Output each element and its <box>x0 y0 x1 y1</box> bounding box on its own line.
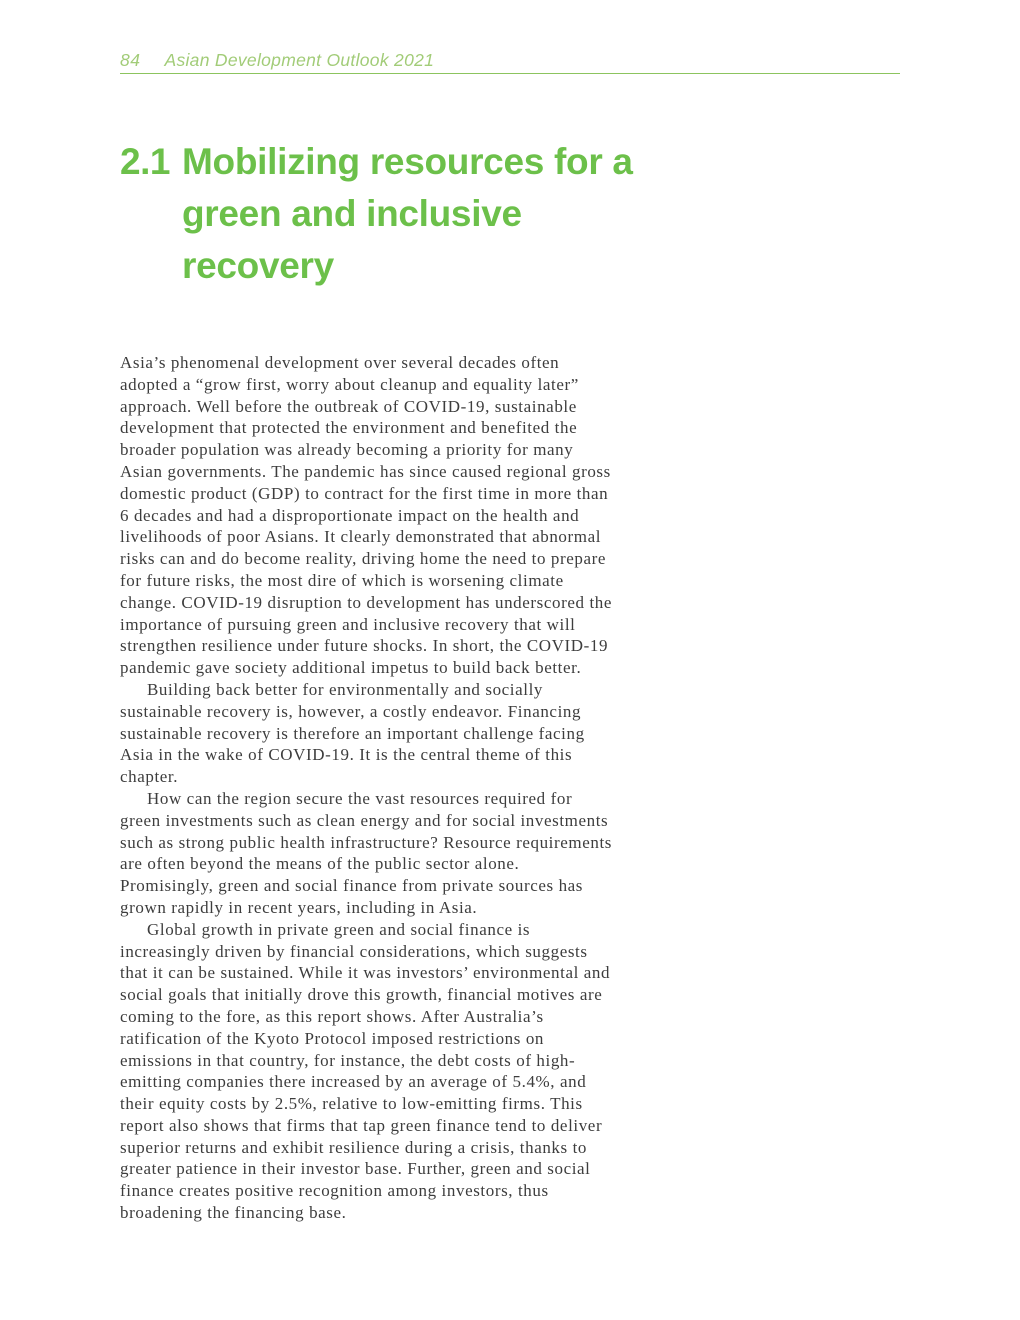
running-header <box>120 52 900 74</box>
paragraph: Asia’s phenomenal development over several decades often adopted a “grow first, worry about cleanup and equality later” approach. Well before the outbreak of COVID-19, sustainable development that protected the environment and benefited the broader population was already becoming a priority for many Asian governments. The pandemic has since caused regional gross domestic product (GDP) to contract for the first time in more than 6 decades and had a disproportionate impact on the health and livelihoods of poor Asians. It clearly demonstrated that abnormal risks can and do become reality, driving home the need to prepare for future risks, the most dire of which is worsening climate change. COVID-19 disruption to development has underscored the importance of pursuing green and inclusive recovery that will strengthen resilience under future shocks. In short, the COVID-19 pandemic gave society additional impetus to build back better. <box>120 353 612 678</box>
section-title: Mobilizing resources for a green and inclusive recovery <box>182 141 633 286</box>
page-number: 84 <box>120 50 141 70</box>
paragraph: How can the region secure the vast resources required for green investments such as clean energy and for social investments such as strong public health infrastructure? Resource requirements are often beyond the means of the public sector alone. Promisingly, green and social finance from private sources has grown rapidly in recent years, including in Asia. <box>120 788 612 917</box>
paragraph: Global growth in private green and social finance is increasingly driven by financial considerations, which suggests that it can be sustained. While it was investors’ environmental and social goals that initially drove this growth, financial motives are coming to the fore, as this report shows. After Australia’s ratification of the Kyoto Protocol imposed restrictions on emissions in that country, for instance, the debt costs of high-emitting companies there increased by an average of 5.4%, and their equity costs by 2.5%, relative to low-emitting firms. This report also shows that firms that tap green finance tend to deliver superior returns and exhibit resilience during a crisis, thanks to greater patience in their investor base. Further, green and social finance creates positive recognition among investors, thus broadening the financing base. <box>120 919 611 1223</box>
running-header-title: Asian Development Outlook 2021 <box>164 50 435 70</box>
page-content <box>120 52 900 1224</box>
body-text <box>120 352 612 1224</box>
paragraph: Building back better for environmentally and socially sustainable recovery is, however, a costly endeavor. Financing sustainable recovery is therefore an important challenge facing Asia in the wake of COVID-19. It is the central theme of this chapter. <box>120 679 585 787</box>
section-heading <box>120 136 900 292</box>
section-number: 2.1 <box>120 141 170 182</box>
